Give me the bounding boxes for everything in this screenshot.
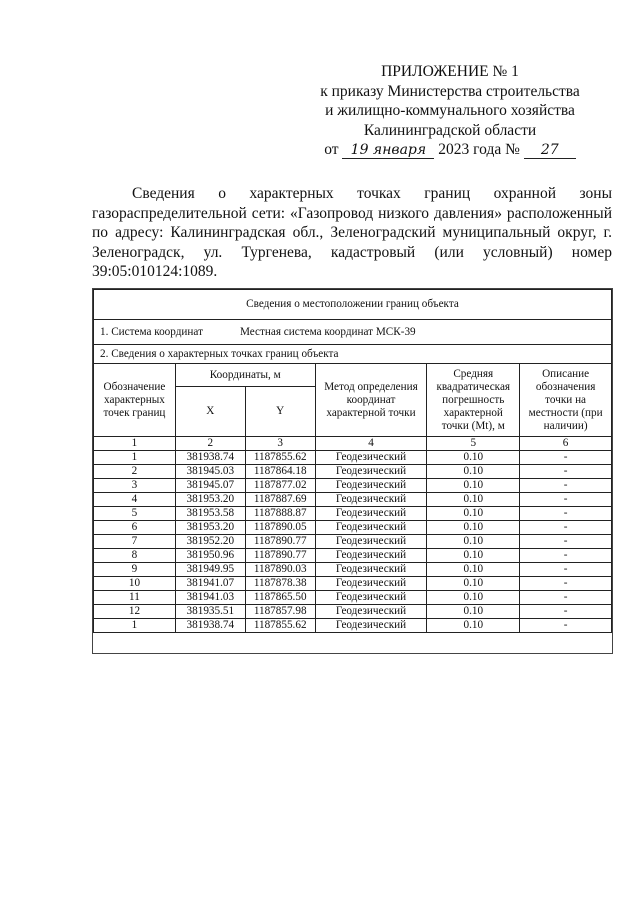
error-cell: 0.10 [427,493,520,507]
boundary-table [93,289,612,633]
coord-y-cell: 1187865.50 [245,591,315,605]
error-cell: 0.10 [427,563,520,577]
method-cell: Геодезический [315,591,427,605]
coord-y-cell: 1187855.62 [245,619,315,633]
method-cell: Геодезический [315,451,427,465]
from-prefix: от [324,141,339,158]
coord-x-cell: 381953.58 [175,507,245,521]
table-row [94,507,612,521]
point-number-cell: 7 [94,535,176,549]
coordinate-system-row [94,320,612,345]
error-cell: 0.10 [427,465,520,479]
point-number-cell: 9 [94,563,176,577]
description-cell: - [520,451,612,465]
table-row [94,493,612,507]
method-cell: Геодезический [315,563,427,577]
method-cell: Геодезический [315,465,427,479]
coord-y-cell: 1187890.77 [245,535,315,549]
method-cell: Геодезический [315,605,427,619]
description-cell: - [520,493,612,507]
description-cell: - [520,591,612,605]
point-number-cell: 2 [94,465,176,479]
table-row [94,577,612,591]
point-number-cell: 3 [94,479,176,493]
description-cell: - [520,479,612,493]
coord-y-cell: 1187857.98 [245,605,315,619]
column-number-row [94,437,612,451]
error-cell: 0.10 [427,451,520,465]
method-cell: Геодезический [315,577,427,591]
point-number-cell: 4 [94,493,176,507]
coord-x-cell: 381953.20 [175,493,245,507]
coord-x-cell: 381945.07 [175,479,245,493]
table-row [94,605,612,619]
error-cell: 0.10 [427,577,520,591]
handwritten-number: 27 [524,143,576,159]
coord-x-cell: 381952.20 [175,535,245,549]
error-cell: 0.10 [427,591,520,605]
method-cell: Геодезический [315,619,427,633]
error-cell: 0.10 [427,605,520,619]
coord-y-cell: 1187890.77 [245,549,315,563]
description-cell: - [520,465,612,479]
table-title: Сведения о местоположении границ объекта [94,290,612,320]
coord-y-cell: 1187878.38 [245,577,315,591]
appendix-title: ПРИЛОЖЕНИЕ № 1 [381,63,519,80]
description-cell: - [520,577,612,591]
header-coordinates: Координаты, м [175,364,315,387]
coord-y-cell: 1187877.02 [245,479,315,493]
coord-y-cell: 1187890.05 [245,521,315,535]
table-row [94,479,612,493]
coord-x-cell: 381949.95 [175,563,245,577]
method-cell: Геодезический [315,535,427,549]
description-cell: - [520,605,612,619]
point-number-cell: 5 [94,507,176,521]
coord-y-cell: 1187887.69 [245,493,315,507]
column-number: 3 [245,437,315,451]
table-row [94,521,612,535]
coordinate-system-value: Местная система координат МСК-39 [240,325,416,338]
error-cell: 0.10 [427,619,520,633]
error-cell: 0.10 [427,521,520,535]
table-row [94,563,612,577]
coord-y-cell: 1187888.87 [245,507,315,521]
description-cell: - [520,549,612,563]
column-number: 1 [94,437,176,451]
document-header [300,62,600,160]
description-cell: - [520,521,612,535]
method-cell: Геодезический [315,549,427,563]
coord-x-cell: 381950.96 [175,549,245,563]
points-section-label: 2. Сведения о характерных точках границ объекта [94,345,612,364]
order-line-2: и жилищно-коммунального хозяйства [325,102,575,119]
header-x: X [175,387,245,437]
method-cell: Геодезический [315,521,427,535]
header-y: Y [245,387,315,437]
point-number-cell: 1 [94,451,176,465]
coord-x-cell: 381938.74 [175,619,245,633]
coord-x-cell: 381945.03 [175,465,245,479]
column-number: 5 [427,437,520,451]
order-line-3: Калининградской области [363,121,537,139]
column-number: 4 [315,437,427,451]
year-text: 2023 года № [438,141,520,158]
column-number: 2 [175,437,245,451]
order-line-1: к приказу Министерства строительства [320,82,580,100]
error-cell: 0.10 [427,549,520,563]
point-number-cell: 12 [94,605,176,619]
header-method: Метод определения координат характерной точки [315,364,427,437]
description-cell: - [520,535,612,549]
point-number-cell: 6 [94,521,176,535]
coord-x-cell: 381941.07 [175,577,245,591]
table-row [94,619,612,633]
coordinate-system-label: 1. Система координат [100,325,203,338]
column-number: 6 [520,437,612,451]
method-cell: Геодезический [315,507,427,521]
description-cell: - [520,563,612,577]
coord-y-cell: 1187864.18 [245,465,315,479]
description-cell: - [520,619,612,633]
coord-x-cell: 381935.51 [175,605,245,619]
coord-x-cell: 381941.03 [175,591,245,605]
table-row [94,591,612,605]
handwritten-date: 19 января [342,143,434,159]
point-number-cell: 10 [94,577,176,591]
description-cell: - [520,507,612,521]
coord-y-cell: 1187855.62 [245,451,315,465]
info-paragraph [92,184,612,282]
method-cell: Геодезический [315,479,427,493]
table-row [94,535,612,549]
method-cell: Геодезический [315,493,427,507]
error-cell: 0.10 [427,507,520,521]
header-point-designation: Обозначение характерных точек границ [94,364,176,437]
error-cell: 0.10 [427,479,520,493]
error-cell: 0.10 [427,535,520,549]
coord-x-cell: 381953.20 [175,521,245,535]
header-description: Описание обозначения точки на местности (при наличии) [520,364,612,437]
order-date-line [300,140,600,160]
header-error: Средняя квадратическая погрешность характерной точки (Mt), м [427,364,520,437]
table-row [94,451,612,465]
coord-x-cell: 381938.74 [175,451,245,465]
table-row [94,549,612,563]
point-number-cell: 8 [94,549,176,563]
point-number-cell: 1 [94,619,176,633]
point-number-cell: 11 [94,591,176,605]
coord-y-cell: 1187890.03 [245,563,315,577]
paragraph-text: Сведения о характерных точках границ охранной зоны газораспределительной сети: «Газопровод низкого давления» расположенный по адресу: Калининградская обл., Зеленоградский муниципальный округ, г. Зеленоградск, ул. Тургенева, кадастровый (или условный) номер 39:05:010124:1089. [92,185,612,280]
table-row [94,465,612,479]
